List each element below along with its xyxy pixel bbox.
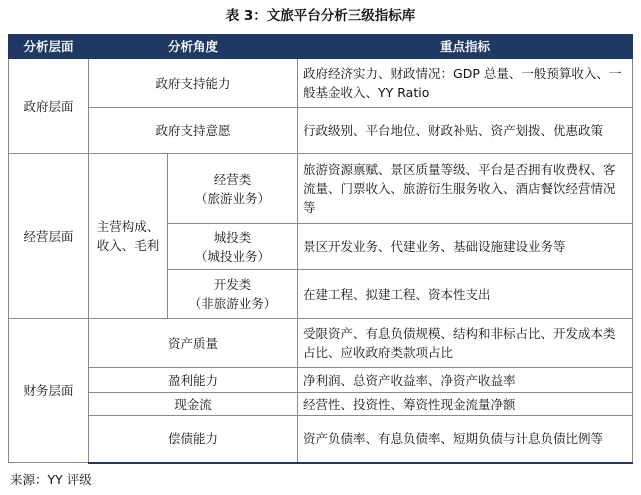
table-row [9,368,633,393]
indicator-cell: 政府经济实力、财政情况：GDP 总量、一般预算收入、一般基金收入、YY Ratio [298,59,633,108]
angle-cell [168,154,298,224]
angle-cell: 现金流 [89,393,298,416]
level-finance: 财务层面 [9,319,89,463]
table-row [9,416,633,463]
angle-line: （旅游业务） [195,190,271,206]
indicator-table [8,34,633,464]
indicator-cell: 行政级别、平台地位、财政补贴、资产划拨、优惠政策 [298,108,633,154]
level-government: 政府层面 [9,59,89,154]
angle-line: （城投业务） [195,248,271,264]
indicator-cell: 景区开发业务、代建业务、基础设施建设业务等 [298,224,633,270]
header-row [9,35,633,59]
angle-cell: 偿债能力 [89,416,298,463]
angle-cell: 政府支持能力 [89,59,298,108]
angle-line: 开发类 [213,277,252,292]
angle-line: 城投类 [213,229,252,245]
table-row [9,108,633,154]
header-angle: 分析角度 [89,35,298,59]
header-level: 分析层面 [9,35,89,59]
angle-cell: 资产质量 [89,319,298,368]
indicator-cell: 净利润、总资产收益率、净资产收益率 [298,368,633,393]
angle-cell: 政府支持意愿 [89,108,298,154]
table-row [9,59,633,108]
angle-cell: 盈利能力 [89,368,298,393]
angle-cell [168,224,298,270]
angle-line: 经营类 [213,171,252,187]
table-row [9,319,633,368]
header-indicator: 重点指标 [298,35,633,59]
level-operation: 经营层面 [9,154,89,319]
indicator-cell: 资产负债率、有息负债率、短期负债与计息负债比例等 [298,416,633,463]
angle-cell [168,270,298,319]
table-title: 表 3：文旅平台分析三级指标库 [225,8,416,24]
table-row [9,393,633,416]
indicator-cell: 在建工程、拟建工程、资本性支出 [298,270,633,319]
angle-line: （非旅游业务） [188,296,277,311]
indicator-cell: 经营性、投资性、筹资性现金流量净额 [298,393,633,416]
table-row [9,154,633,224]
indicator-cell: 受限资产、有息负债规模、结构和非标占比、开发成本类占比、应收政府类款项占比 [298,319,633,368]
operation-group: 主营构成、收入、毛利 [89,154,168,319]
source-note: 来源：YY 评级 [10,472,92,487]
indicator-cell: 旅游资源禀赋、景区质量等级、平台是否拥有收费权、客流量、门票收入、旅游衍生服务收入、酒店餐饮经营情况等 [298,154,633,224]
